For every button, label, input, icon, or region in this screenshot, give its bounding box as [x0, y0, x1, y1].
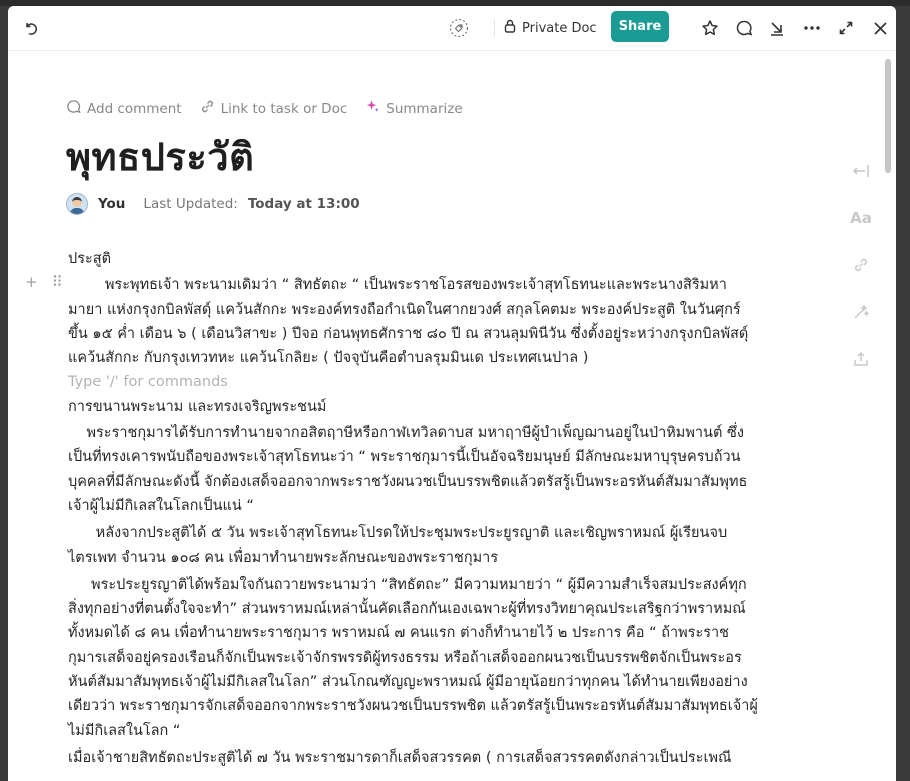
doc-modal: [8, 6, 896, 781]
more-icon[interactable]: [800, 16, 824, 40]
scrollbar-thumb[interactable]: [885, 59, 891, 173]
collapse-panel-icon[interactable]: [850, 159, 872, 183]
lock-icon: [504, 19, 516, 37]
link-task-button[interactable]: [200, 99, 348, 118]
summarize-label: Summarize: [386, 100, 463, 117]
last-updated-label: Last Updated:: [143, 196, 238, 212]
link-task-label: Link to task or Doc: [220, 100, 348, 117]
magic-wand-icon[interactable]: [850, 300, 872, 324]
font-settings-icon[interactable]: Aa: [850, 209, 872, 227]
author-name: You: [98, 196, 126, 212]
private-doc-button[interactable]: [504, 16, 597, 40]
author-line: [66, 193, 360, 215]
paragraph[interactable]: พระพุทธเจ้า พระนามเดิมว่า “ สิทธัตถะ “ เป็นพระราชโอรสของพระเจ้าสุทโธทนะและพระนางสิริมหามายา แห่งกรุงกบิลพัสดุ์ แคว้นสักกะ พระองค์ทรงถือกำเนิดในศากยวงศ์ สกุลโคตมะ พระองค์ประสูติ ในวันศุกร์ ขึ้น ๑๕ ค่ำ เดือน ๖ ( เดือนวิสาขะ ) ปีจอ ก่อนพุทธศักราช ๘๐ ปี ณ สวนลุมพินีวัน ซึ่งตั้งอยู่ระหว่างกรุงกบิลพัสดุ์ แคว้นสักกะ กับกรุงเทวทหะ แคว้นโกลิยะ ( ปัจจุบันคือตำบลรุมมินเด ประเทศเนปาล ): [68, 277, 753, 367]
paragraph[interactable]: หลังจากประสูติได้ ๕ วัน พระเจ้าสุทโธทนะโปรดให้ประชุมพระประยูรญาติ และเชิญพราหมณ์ ผู้เรียนจบไตรเพท จำนวน ๑๐๘ คน เพื่อมาทำนายพระลักษณะของพระราชกุมาร: [68, 525, 728, 566]
side-rail: [850, 159, 872, 371]
doc-body[interactable]: [68, 247, 758, 770]
toolbar-separator: [494, 19, 495, 37]
summarize-button[interactable]: [365, 99, 462, 118]
paragraph[interactable]: เมื่อเจ้าชายสิทธัตถะประสูติได้ ๗ วัน พระราชมารดาก็เสด็จสวรรคต ( การเสด็จสวรรคตดังกล่าวเป็นประเพณี: [68, 749, 732, 766]
block-handle[interactable]: [25, 273, 63, 291]
paragraph[interactable]: พระประยูรญาติได้พร้อมใจกันถวายพระนามว่า “สิทธัตถะ” มีความหมายว่า “ ผู้มีความสำเร็จสมประสงค์ทุกสิ่งทุกอย่างที่ตนตั้งใจจะทำ” ส่วนพราหมณ์เหล่านั้นคัดเลือกกันเองเฉพาะผู้ที่ทรงวิทยาคุณประเสริฐกว่าพราหมณ์ทั้งหมดได้ ๘ คน เพื่อทำนายพระราชกุมาร พราหมณ์ ๗ คนแรก ต่างก็ทำนายไว้ ๒ ประการ คือ “ ถ้าพระราชกุมารเสด็จอยู่ครองเรือนก็จักเป็นพระเจ้าจักรพรรดิผู้ทรงธรรม หรือถ้าเสด็จออกผนวชเป็นบรรพชิตจักเป็นพระอรหันต์สัมมาสัมพุทธเจ้าผู้ไม่มีกิเลสในโลก” ส่วนโกณฑัญญะพราหมณ์ ผู้มีอายุน้อยกว่าทุกคน ได้ทำนายเพียงอย่างเดียวว่า พระราชกุมารจักเสด็จออกจากพระราชวังผนวชเป็นบรรพชิต แล้วตรัสรู้เป็นพระอรหันต์สัมมาสัมพุทธเจ้าผู้ไม่มีกิเลสในโลก “: [68, 576, 758, 739]
share-button[interactable]: Share: [611, 11, 669, 42]
expand-icon[interactable]: [834, 16, 858, 40]
link-icon: [200, 99, 215, 118]
download-icon[interactable]: [765, 16, 789, 40]
private-doc-label: Private Doc: [522, 20, 597, 36]
doc-content: [8, 51, 896, 781]
star-icon[interactable]: [698, 16, 722, 40]
last-updated-value: Today at 13:00: [247, 196, 360, 212]
scrollbar[interactable]: [884, 55, 896, 781]
avatar: [66, 193, 88, 215]
add-block-icon[interactable]: +: [25, 273, 38, 291]
tag-icon[interactable]: [446, 16, 472, 40]
page-title[interactable]: พุทธประวัติ: [66, 135, 255, 179]
comment-bubble-icon: [66, 99, 81, 118]
upload-icon[interactable]: [850, 347, 872, 371]
drag-handle-icon[interactable]: ⠿: [51, 273, 63, 291]
doc-actions: [66, 99, 463, 118]
paragraph[interactable]: พระราชกุมารได้รับการทำนายจากอสิตฤาษีหรือกาฬเทวิลดาบส มหาฤาษีผู้บำเพ็ญฌานอยู่ในป่าหิมพานต์ ซึ่งเป็นที่ทรงเคารพนับถือของพระเจ้าสุทโธทนะว่า “ พระราชกุมารนี้เป็นอัจฉริยมนุษย์ มีลักษณะมหาบุรุษครบถ้วน บุคคลที่มีลักษณะดังนี้ จักต้องเสด็จออกจากพระราชวังผนวชเป็นบรรพชิตแล้วตรัสรู้เป็นพระอรหันต์สัมมาสัมพุทธเจ้าผู้ไม่มีกิเลสในโลกเป็นแน่ “: [68, 425, 748, 514]
command-placeholder[interactable]: Type '/' for commands: [68, 374, 228, 391]
doc-toolbar: [8, 6, 896, 51]
sparkle-icon: [365, 99, 380, 118]
link-icon[interactable]: [850, 253, 872, 277]
add-comment-label: Add comment: [87, 100, 182, 117]
section-heading[interactable]: การขนานพระนาม และทรงเจริญพระชนม์: [68, 398, 327, 415]
comment-icon[interactable]: [732, 16, 756, 40]
refresh-icon[interactable]: [20, 16, 42, 40]
add-comment-button[interactable]: [66, 99, 182, 118]
section-heading[interactable]: ประสูติ: [68, 251, 112, 267]
close-icon[interactable]: [868, 16, 892, 40]
